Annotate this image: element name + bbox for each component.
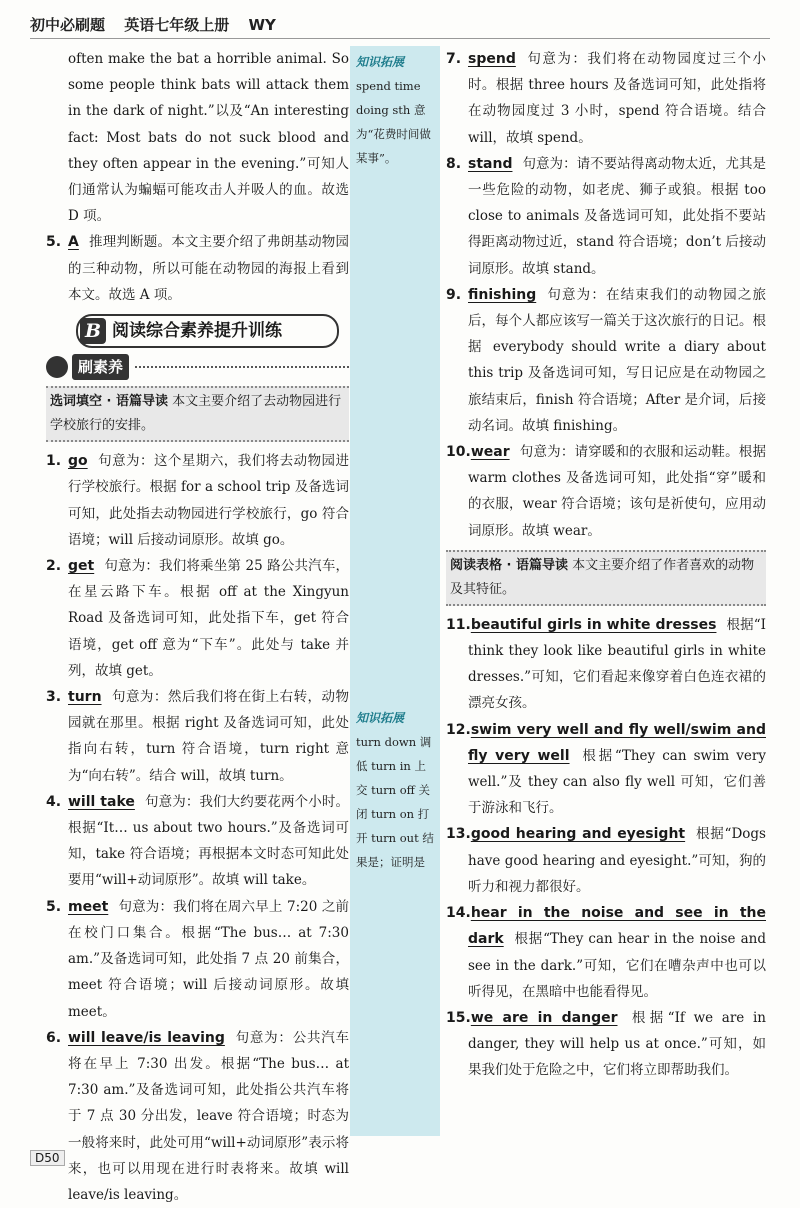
item-number: 14. xyxy=(446,905,471,922)
tip-heading: 知识拓展 xyxy=(356,55,405,69)
item-number: 5. xyxy=(46,234,62,251)
explanation: 根据“Dogs have good hearing and eyesight.”可知，狗的听力和视力都很好。 xyxy=(468,826,766,895)
explanation: 根据“If we are in danger, they will help us at once.”可知，如果我们处于危险之中，它们将立即帮助我们。 xyxy=(468,1009,766,1079)
answer-text: stand xyxy=(468,155,513,172)
answer-item xyxy=(446,46,766,151)
item-number: 4. xyxy=(46,793,62,810)
explanation: 句意为：我们将在周六早上 7:20 之前在校门口集合。根据“The bus… at 7:30 am.”及备选词可知，此处指 7 点 20 前集合，meet 符合语境；will 后接动词原形。故填 meet。 xyxy=(68,898,349,1020)
explanation: 根据“They can swim very well.”及 they can also fly well 可知，它们善于游泳和飞行。 xyxy=(468,747,766,817)
item-number: 9. xyxy=(446,286,462,303)
item-number: 6. xyxy=(46,1029,62,1046)
answer-text: good hearing and eyesight xyxy=(470,826,686,843)
explanation: 句意为：请不要站得离动物太近，尤其是一些危险的动物，如老虎、狮子或狼。根据 too close to animals 及备选词可知，此处指不要站得距离动物过近，stand 符合语境；don’t 后接动词原形。故填 stand。 xyxy=(468,155,766,277)
tip-text: spend time doing sth 意为“花费时间做某事”。 xyxy=(356,79,431,165)
answer-text: get xyxy=(68,558,95,575)
explanation: 推理判断题。本文主要介绍了弗朗基动物园的三种动物，所以可能在动物园的海报上看到本文。故选 A 项。 xyxy=(68,234,349,303)
page-number: D50 xyxy=(30,1150,65,1166)
explanation: 句意为：我们大约要花两个小时。根据“It… us about two hours.”及备选词可知，take 符合语境；再根据本文时态可知此处要用“will+动词原形”。故填 will take。 xyxy=(68,793,350,889)
answer-text: beautiful girls in white dresses xyxy=(470,616,717,633)
explanation: 根据“I think they look like beautiful girls in white dresses.”可知，它们看起来像穿着白色连衣裙的漂亮女孩。 xyxy=(468,616,767,712)
answer-item xyxy=(446,439,766,544)
answer-text: will leave/is leaving xyxy=(68,1029,225,1046)
subject-title: 英语七年级上册 xyxy=(124,16,230,34)
explanation: 根据“They can hear in the noise and see in the dark.”可知，它们在嘈杂声中也可以听得见，在黑暗中也能看得见。 xyxy=(468,931,766,1000)
explanation: 句意为：在结束我们的动物园之旅后，每个人都应该写一篇关于这次旅行的日记。根据 everybody should write a diary about this trip 及备选词可知，写日记应是在动物园之旅结束后，finish 符合语境；After 是介词，后接动名词。故填 finishing。 xyxy=(468,286,766,434)
answer-item xyxy=(446,821,766,900)
answer-item xyxy=(446,1005,766,1084)
answer-text: hear in the noise and see in the dark xyxy=(468,905,766,948)
intro-label: 选词填空 · 语篇导读 xyxy=(50,394,168,410)
left-column xyxy=(46,46,349,1208)
section-letter: B xyxy=(80,318,106,344)
practice-label: 刷素养 xyxy=(72,354,129,380)
answer-text: wear xyxy=(470,444,510,461)
answer-item xyxy=(46,1025,349,1208)
answer-item xyxy=(446,282,766,439)
answer-item xyxy=(446,612,766,717)
item-number: 11. xyxy=(446,616,471,633)
explanation: 句意为：我们将在动物园度过三个小时。根据 three hours 及备选词可知，此处指将在动物园度过 3 小时，spend 符合语境。结合 will，故填 spend。 xyxy=(468,51,766,146)
practice-header xyxy=(46,354,349,380)
answer-item xyxy=(46,684,349,789)
page-header xyxy=(30,14,290,35)
item-number: 2. xyxy=(46,558,62,575)
item-number: 13. xyxy=(446,826,471,843)
tip-text: turn down 调低 turn in 上交 turn off 关闭 turn on 打开 turn out 结果是；证明是 xyxy=(356,735,434,869)
item-number: 10. xyxy=(446,444,471,461)
right-column xyxy=(446,46,766,1084)
passage-intro xyxy=(446,550,766,606)
explanation: 句意为：我们将乘坐第 25 路公共汽车，在星云路下车。根据 off at the Xingyun Road 及备选词可知，此处指下车，get 符合语境，get off 意为“下车”。此处与 take 并列，故填 get。 xyxy=(68,558,349,679)
section-title: 阅读综合素养提升训练 xyxy=(112,320,282,341)
dotted-rule xyxy=(135,366,349,368)
intro-text: 本文主要介绍了作者喜欢的动物及其特征。 xyxy=(450,557,755,597)
answer-item xyxy=(46,553,349,684)
section-banner xyxy=(76,314,339,348)
intro-label: 阅读表格 · 语篇导读 xyxy=(450,557,568,573)
item-number: 5. xyxy=(46,898,62,915)
passage-intro xyxy=(46,386,349,442)
item-number: 12. xyxy=(446,721,471,738)
continued-text: often make the bat a horrible animal. So some people think bats will attack them in the dark of night.”以及“An interesting fact: Most bats do not suck blood and they often appear in the evening.”可知人们通常认为蝙蝠可能攻击人并吸人的血。故选 D 项。 xyxy=(68,51,349,225)
answer-text: will take xyxy=(68,793,135,810)
tip-heading: 知识拓展 xyxy=(356,711,405,725)
answer-item xyxy=(446,900,766,1005)
answer-text: turn xyxy=(68,689,102,706)
answer-text: go xyxy=(68,453,88,470)
explanation: 句意为：请穿暖和的衣服和运动鞋。根据 warm clothes 及备选词可知，此处指“穿”暖和的衣服，wear 符合语境；该句是祈使句，应用动词原形。故填 wear。 xyxy=(468,444,766,539)
answer-item xyxy=(46,789,349,894)
intro-text: 本文主要介绍了去动物园进行学校旅行的安排。 xyxy=(50,394,342,434)
answer-item xyxy=(446,151,766,282)
item-number: 1. xyxy=(46,453,62,470)
answer-text: we are in danger xyxy=(470,1009,618,1026)
answer-text: finishing xyxy=(468,286,537,303)
explanation: 句意为：公共汽车将在早上 7:30 出发。根据“The bus… at 7:30 am.”及备选词可知，此处指公共汽车将于 7 点 30 分出发，leave 符合语境；时态为一般将来时，此处可用“will+动词原形”表示将来，也可以用现在进行时表将来。故填 will leave/is leaving。 xyxy=(68,1029,349,1203)
explanation: 句意为：然后我们将在街上右转，动物园就在那里。根据 right 及备选词可知，此处指向右转，turn 符合语境，turn right 意为“向右转”。结合 will，故填 turn。 xyxy=(68,689,349,784)
tips-sidebar xyxy=(350,46,440,1136)
header-divider xyxy=(30,38,770,39)
answer-text: A xyxy=(68,234,79,251)
item-number: 15. xyxy=(446,1009,471,1026)
item-number: 3. xyxy=(46,689,62,706)
knowledge-tip xyxy=(356,50,436,170)
brush-icon xyxy=(46,356,68,378)
explanation: 句意为：这个星期六，我们将去动物园进行学校旅行。根据 for a school trip 及备选词可知，此处指去动物园进行学校旅行，go 符合语境；will 后接动词原形。故填 go。 xyxy=(68,453,349,548)
answer-text: swim very well and fly well/swim and fly very well xyxy=(468,721,766,764)
knowledge-tip xyxy=(356,706,436,874)
answer-item xyxy=(46,894,349,1025)
item-number: 7. xyxy=(446,51,462,67)
book-title: 初中必刷题 xyxy=(30,16,106,34)
answer-item xyxy=(446,717,766,822)
answer-item xyxy=(46,448,349,553)
answer-item xyxy=(46,229,349,308)
answer-text: meet xyxy=(68,898,109,915)
answer-text: spend xyxy=(468,51,516,67)
item-number: 8. xyxy=(446,155,462,172)
edition-label: WY xyxy=(248,16,276,34)
